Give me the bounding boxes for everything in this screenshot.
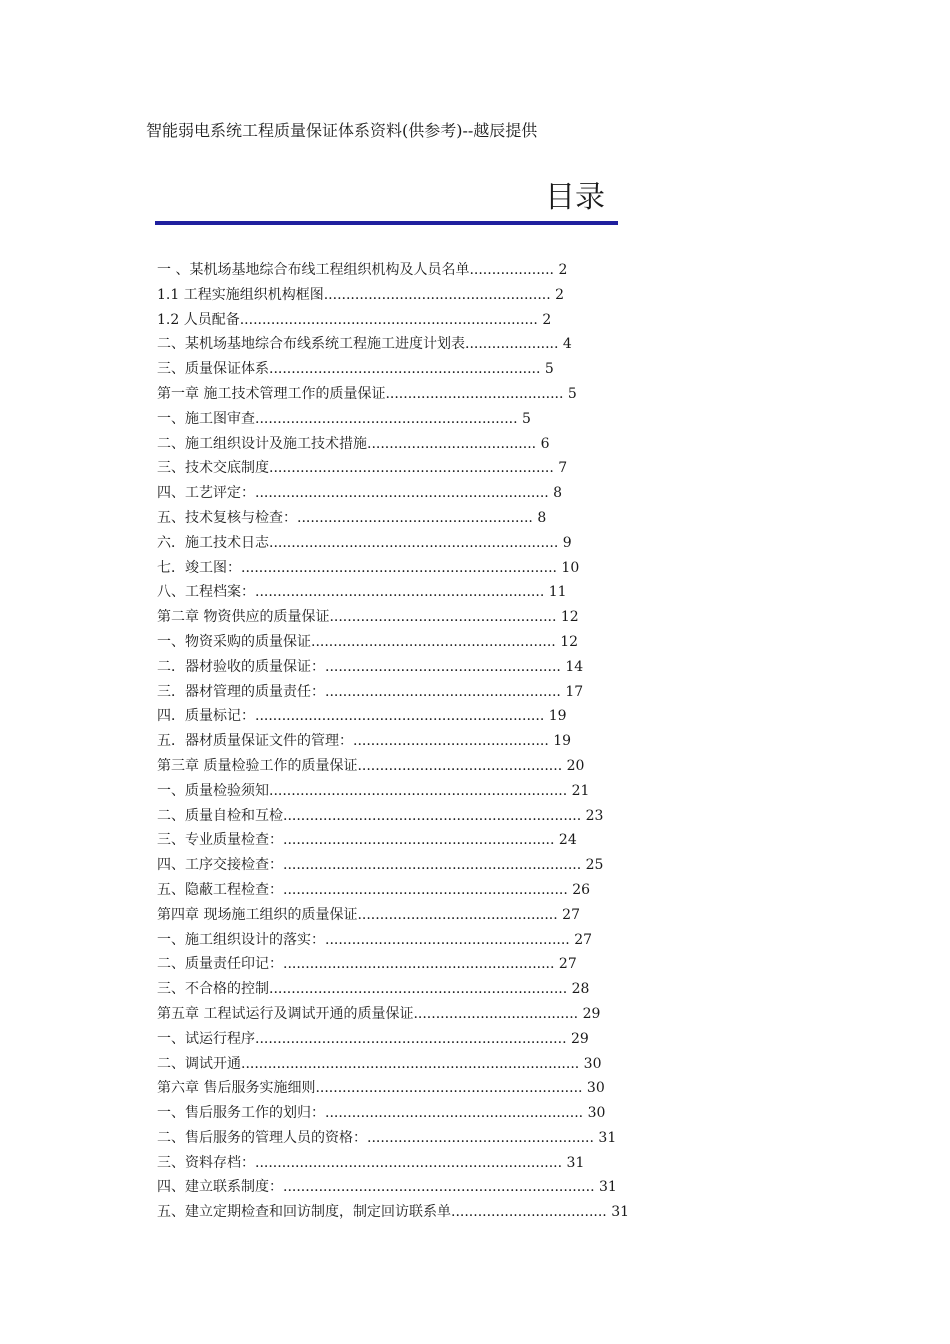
toc-entry-page-number: 11: [548, 584, 567, 601]
toc-entry-title: 四、工艺评定：: [157, 485, 255, 502]
toc-entry-title: 五．器材质量保证文件的管理：: [157, 733, 353, 750]
toc-entry-title: 二、售后服务的管理人员的资格：: [157, 1129, 367, 1146]
toc-entry[interactable]: [157, 334, 629, 359]
toc-entry-page-number: 24: [558, 832, 577, 849]
toc-entry-title: 一、施工组织设计的落实：: [157, 931, 325, 948]
toc-entry-title: 第五章 工程试运行及调试开通的质量保证: [157, 1005, 414, 1022]
toc-entry-leader-dots: ...................................................................: [283, 807, 582, 824]
toc-entry[interactable]: [157, 1128, 629, 1153]
toc-entry-title: 五、隐蔽工程检查：: [157, 881, 283, 898]
toc-entry-leader-dots: .................................................................: [269, 534, 559, 551]
toc-entry-page-number: 27: [562, 906, 580, 923]
toc-entry-page-number: 12: [560, 633, 579, 650]
toc-entry-leader-dots: ...................................................: [323, 286, 551, 303]
toc-entry-leader-dots: ...................................................................: [239, 311, 538, 328]
toc-entry-title: 二、某机场基地综合布线系统工程施工进度计划表: [157, 336, 465, 353]
toc-entry[interactable]: [157, 1029, 629, 1054]
toc-entry-page-number: 2: [542, 311, 552, 328]
toc-entry-title: 第一章 施工技术管理工作的质量保证: [157, 385, 386, 402]
toc-entry[interactable]: [157, 607, 629, 632]
toc-entry-page-number: 2: [555, 286, 565, 303]
toc-entry-leader-dots: ...........................................................: [255, 410, 518, 427]
toc-entry[interactable]: [157, 1054, 629, 1079]
toc-entry-leader-dots: ......................................................................: [255, 1030, 567, 1047]
toc-entry[interactable]: [157, 582, 629, 607]
toc-entry[interactable]: [157, 954, 629, 979]
toc-entry-title: 三、资料存档：: [157, 1154, 255, 1171]
toc-entry-title: 三、技术交底制度: [157, 460, 269, 477]
toc-entry-leader-dots: ...................................................................: [269, 981, 568, 998]
toc-entry-leader-dots: ..........................................................: [325, 1105, 584, 1122]
toc-entry-title: 二、调试开通: [157, 1055, 241, 1072]
toc-entry-leader-dots: .............................................................: [283, 832, 555, 849]
toc-entry[interactable]: [157, 483, 629, 508]
toc-entry[interactable]: [157, 508, 629, 533]
toc-entry-leader-dots: ..................................................................: [255, 485, 549, 502]
toc-entry-page-number: 31: [566, 1154, 585, 1171]
toc-entry-leader-dots: ...................................................................: [283, 857, 582, 874]
toc-entry-page-number: 20: [566, 757, 585, 774]
toc-entry-title: 一、售后服务工作的划归：: [157, 1105, 325, 1122]
toc-entry-leader-dots: ...................................................................: [269, 782, 568, 799]
toc-entry-leader-dots: .................................................................: [255, 584, 545, 601]
toc-entry-leader-dots: .............................................: [357, 906, 558, 923]
toc-entry-page-number: 6: [540, 435, 550, 452]
toc-entry[interactable]: [157, 260, 629, 285]
toc-entry-title: 1.1 工程实施组织机构框图: [157, 286, 324, 303]
toc-entry[interactable]: [157, 1103, 629, 1128]
toc-entry[interactable]: [157, 310, 629, 335]
toc-entry-page-number: 12: [560, 609, 579, 626]
toc-entry[interactable]: [157, 384, 629, 409]
toc-entry[interactable]: [157, 706, 629, 731]
toc-entry[interactable]: [157, 359, 629, 384]
toc-entry-page-number: 27: [558, 956, 577, 973]
toc-heading-underline: [155, 221, 618, 225]
toc-entry-title: 六．施工技术日志: [157, 534, 269, 551]
toc-entry-page-number: 28: [571, 981, 590, 998]
toc-entry-title: 一、施工图审查: [157, 410, 255, 427]
toc-entry-leader-dots: .....................................: [413, 1005, 579, 1022]
toc-entry-leader-dots: ........................................: [385, 385, 564, 402]
toc-entry-page-number: 8: [553, 485, 563, 502]
toc-entry-page-number: 5: [522, 410, 531, 427]
toc-entry-page-number: 30: [587, 1105, 606, 1122]
toc-entry-leader-dots: ............................................................: [315, 1080, 583, 1097]
toc-entry-title: 三．器材管理的质量责任：: [157, 683, 325, 700]
toc-entry-leader-dots: ...................................: [451, 1204, 607, 1221]
toc-entry[interactable]: [157, 458, 629, 483]
toc-entry-leader-dots: ......................................................................: [283, 1179, 595, 1196]
toc-entry-leader-dots: ............................................................................: [241, 1055, 580, 1072]
toc-entry[interactable]: [157, 285, 629, 310]
toc-entry-leader-dots: .............................................................: [269, 361, 541, 378]
toc-entry-leader-dots: ................................................................: [269, 460, 554, 477]
toc-entry-page-number: 26: [572, 881, 591, 898]
toc-entry-title: 三、不合格的控制: [157, 981, 269, 998]
toc-entry-page-number: 29: [582, 1005, 601, 1022]
toc-entry-leader-dots: .....................................................: [297, 509, 533, 526]
toc-entry-title: 五、建立定期检查和回访制度，制定回访联系单: [157, 1204, 451, 1221]
toc-entry[interactable]: [157, 1202, 629, 1227]
toc-entry[interactable]: [157, 830, 629, 855]
toc-entry-title: 1.2 人员配备: [157, 311, 240, 328]
toc-entry[interactable]: [157, 682, 629, 707]
toc-entry-leader-dots: .....................: [465, 336, 559, 353]
toc-entry[interactable]: [157, 632, 629, 657]
toc-entry-leader-dots: .................................................................: [255, 708, 545, 725]
toc-entry[interactable]: [157, 731, 629, 756]
toc-entry[interactable]: [157, 781, 629, 806]
toc-entry-page-number: 5: [544, 361, 554, 378]
toc-entry-title: 第六章 售后服务实施细则: [157, 1080, 316, 1097]
toc-entry-title: 一 、某机场基地综合布线工程组织机构及人员名单: [157, 262, 470, 278]
toc-entry-leader-dots: ......................................: [367, 435, 537, 452]
toc-entry[interactable]: [157, 880, 629, 905]
toc-entry[interactable]: [157, 1177, 629, 1202]
toc-entry[interactable]: [157, 657, 629, 682]
toc-entry-page-number: 21: [571, 782, 590, 799]
toc-entry[interactable]: [157, 806, 629, 831]
document-header-title: 智能弱电系统工程质量保证体系资料(供参考)--越辰提供: [146, 121, 538, 140]
toc-entry-leader-dots: ...................: [469, 262, 555, 278]
table-of-contents: [157, 260, 629, 1227]
toc-entry-leader-dots: .......................................................................: [241, 559, 557, 576]
toc-entry-page-number: 4: [562, 336, 572, 353]
toc-entry[interactable]: [157, 930, 629, 955]
toc-entry[interactable]: [157, 756, 629, 781]
toc-entry-page-number: 31: [611, 1204, 630, 1221]
toc-entry[interactable]: [157, 1004, 629, 1029]
toc-entry-leader-dots: .....................................................................: [255, 1154, 563, 1171]
toc-entry[interactable]: [157, 1153, 629, 1178]
toc-entry-title: 一、质量检验须知: [157, 782, 269, 799]
toc-heading: 目录: [545, 180, 605, 215]
toc-entry-page-number: 9: [562, 534, 572, 551]
toc-entry-page-number: 25: [585, 857, 604, 874]
toc-entry-leader-dots: ..............................................: [357, 757, 563, 774]
toc-entry-title: 第四章 现场施工组织的质量保证: [157, 906, 358, 923]
toc-entry-title: 三、专业质量检查：: [157, 832, 283, 849]
toc-entry-title: 四、工序交接检查：: [157, 857, 283, 874]
toc-entry-title: 四、建立联系制度：: [157, 1179, 283, 1196]
toc-entry-title: 三、质量保证体系: [157, 361, 269, 378]
toc-entry[interactable]: [157, 558, 629, 583]
toc-entry-title: 七．竣工图：: [157, 559, 241, 576]
toc-entry-title: 五、技术复核与检查：: [157, 509, 297, 526]
toc-entry-title: 二、施工组织设计及施工技术措施: [157, 435, 367, 452]
toc-entry-leader-dots: .....................................................: [325, 683, 561, 700]
toc-entry-title: 一、试运行程序: [157, 1030, 255, 1047]
toc-entry-title: 四．质量标记：: [157, 708, 255, 725]
toc-entry-page-number: 29: [570, 1030, 589, 1047]
toc-entry-title: 第二章 物资供应的质量保证: [157, 609, 330, 626]
toc-entry-page-number: 31: [598, 1179, 617, 1196]
toc-entry[interactable]: [157, 855, 629, 880]
toc-entry-leader-dots: .......................................................: [325, 931, 570, 948]
toc-entry-title: 二、质量责任印记：: [157, 956, 283, 973]
toc-entry-page-number: 30: [586, 1080, 605, 1097]
toc-entry-leader-dots: .....................................................: [325, 658, 561, 675]
toc-entry-page-number: 19: [548, 708, 567, 725]
toc-entry-page-number: 8: [537, 509, 547, 526]
toc-entry-page-number: 19: [553, 733, 572, 750]
toc-entry-page-number: 14: [565, 658, 584, 675]
toc-entry-leader-dots: ...................................................: [329, 609, 557, 626]
toc-entry-page-number: 7: [558, 460, 568, 477]
toc-entry[interactable]: [157, 409, 629, 434]
toc-entry-leader-dots: ...................................................: [367, 1129, 594, 1146]
toc-entry[interactable]: [157, 905, 629, 930]
toc-entry[interactable]: [157, 979, 629, 1004]
toc-entry-page-number: 2: [558, 262, 568, 278]
toc-entry-title: 二．器材验收的质量保证：: [157, 658, 325, 675]
toc-entry-title: 八、工程档案：: [157, 584, 255, 601]
toc-entry-title: 第三章 质量检验工作的质量保证: [157, 757, 358, 774]
toc-entry-leader-dots: ............................................: [353, 733, 549, 750]
toc-entry[interactable]: [157, 533, 629, 558]
toc-entry-page-number: 17: [565, 683, 584, 700]
toc-entry-page-number: 27: [574, 931, 593, 948]
toc-entry[interactable]: [157, 1078, 629, 1103]
toc-entry[interactable]: [157, 434, 629, 459]
toc-entry-page-number: 23: [585, 807, 604, 824]
toc-entry-title: 一、物资采购的质量保证: [157, 633, 311, 650]
toc-entry-page-number: 30: [583, 1055, 602, 1072]
toc-entry-leader-dots: ................................................................: [283, 881, 568, 898]
toc-entry-page-number: 31: [598, 1129, 617, 1146]
toc-entry-page-number: 5: [567, 385, 577, 402]
toc-entry-title: 二、质量自检和互检: [157, 807, 283, 824]
toc-entry-page-number: 10: [561, 559, 580, 576]
toc-entry-leader-dots: .............................................................: [283, 956, 555, 973]
toc-entry-leader-dots: .......................................................: [311, 633, 556, 650]
